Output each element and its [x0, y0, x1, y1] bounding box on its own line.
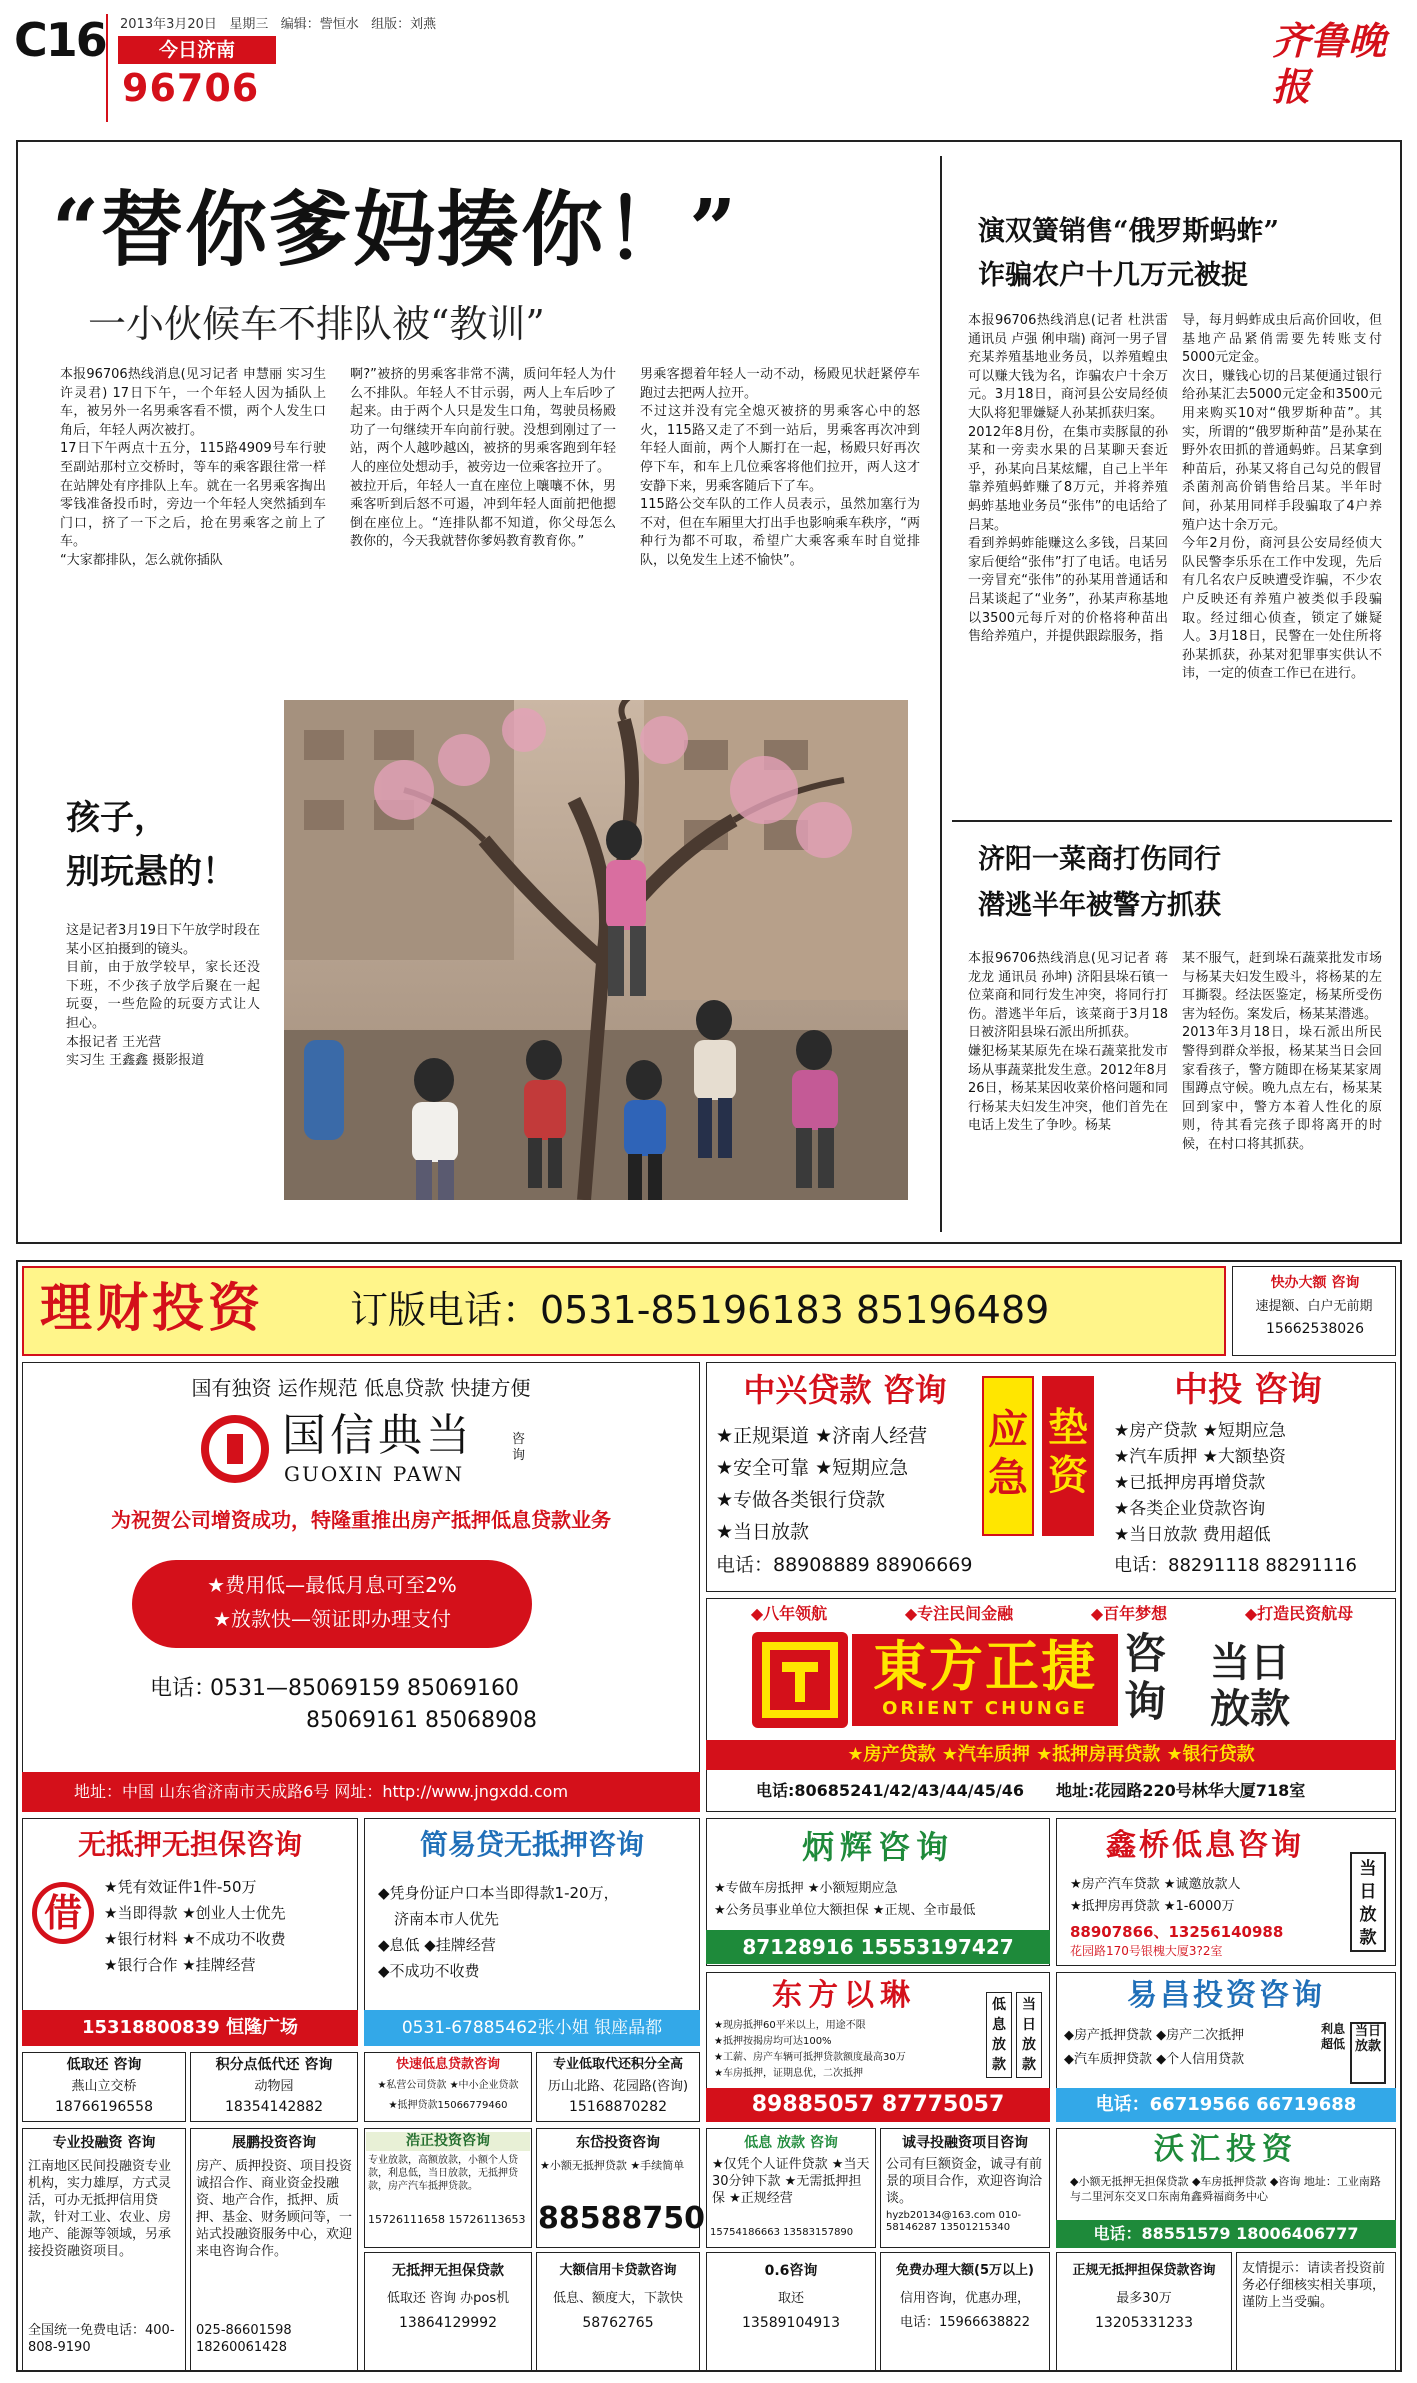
small-ad-3-title: 快速低息贷款咨询 [395, 2057, 500, 2072]
photo-title-1: 孩子， [66, 798, 168, 838]
section-label: 今日济南 [118, 36, 276, 64]
dongfang-name: 東方正捷 [873, 1634, 1097, 1698]
small-ad-c3-l1: 取还 [777, 2291, 804, 2306]
story2-body-col2: 导，每月蚂蚱成虫后高价回收，但基地产品紧俏需要先转账支付5000元定金。 次日，赚钱心切的吕某便通过银行给孙某汇去5000元定金和3500元用来购买10对“俄罗斯种苗”。其实，所谓的“俄罗斯种苗”是孙某在野外农田抓的普通蚂蚱。吕某拿到种苗后，孙某又将自己勾兑的假冒杀菌剂高价销售给吕某。半年时间，孙某用同样手段骗取了4户养殖户达十余万元。 今年2月份，商河县公安局经侦大队民警李乐乐在工作中发现，先后有几名农户反映遭受诈骗，不少农户反映还有养殖户被类似手段骗取。经过细心侦查，锁定了嫌疑人。3月18日，民警在一处住所将孙某抓获，孙某对犯罪事实供认不讳，一定的侦查工作已在进行。 [1182, 313, 1382, 682]
small-ad-b1-title: 专业投融资 咨询 [52, 2135, 156, 2151]
guoxin-slogan: 国有独资 运作规范 低息贷款 快捷方便 [191, 1376, 531, 1400]
story2-title-2: 诈骗农户十几万元被捉 [978, 260, 1248, 291]
xinqiao-item-1: ★房产汽车贷款 ★诚邀放款人 [1070, 1877, 1241, 1892]
zhongtou-item-5: ★当日放款 费用超低 [1114, 1525, 1271, 1545]
small-ad-1-l2: 18766196558 [55, 2099, 153, 2115]
small-ad-b5-phone: 15754186663 13583157890 [710, 2227, 854, 2238]
binghui-item-1: ★专做车房抵押 ★小额短期应急 [714, 1881, 898, 1896]
dongfang-logo [752, 1632, 848, 1728]
zhongtou-item-2: ★汽车质押 ★大额垫资 [1114, 1447, 1286, 1467]
guoxin-phone-2: 85069161 85068908 [306, 1708, 537, 1733]
quick-loan-title: 快办大额 咨询 [1270, 1275, 1360, 1291]
small-ad-b4-title: 东岱投资咨询 [576, 2135, 660, 2151]
story3-body-col2: 某不服气，赶到垛石蔬菜批发市场与杨某夫妇发生殴斗，将杨某的左耳撕裂。经法医鉴定，杨某所受伤害为轻伤。案发后，杨某某潜逃。 2013年3月18日，垛石派出所民警得到群众举报，杨某某当日会回家看孩子，警方随即在杨某某家周围蹲点守候。晚九点左右，杨某某回到家中，警方本着人性化的原则，待其看完孩子即将离开的时候，在村口将其抓获。 [1182, 951, 1382, 1152]
xinqiao-title: 鑫桥低息咨询 [1106, 1828, 1304, 1863]
ad-notice-text: 友情提示：请读者投资前务必仔细核实相关事项，谨防上当受骗。 [1242, 2261, 1386, 2310]
small-ad-c1-title: 无抵押无担保贷款 [392, 2263, 504, 2279]
dongfangyilin-item-1: ★现房抵押60平米以上，用途不限 [714, 2020, 866, 2031]
zhongxing-title: 中兴贷款 咨询 [743, 1371, 947, 1409]
dongfang-top-1: ◆八年领航 [750, 1604, 828, 1623]
dongfang-top-2: ◆专注民间金融 [904, 1604, 1014, 1623]
jianyidai-item-2: 济南本市人优先 [394, 1910, 500, 1928]
wudiya-item-3: ★银行材料 ★不成功不收费 [104, 1930, 286, 1948]
zhongxing-side-1: 应急 [982, 1376, 1034, 1536]
small-ad-c5-l2: 13205331233 [1095, 2315, 1193, 2331]
zhongxing-item-3: ★专做各类银行贷款 [716, 1489, 886, 1511]
small-ad-3-l2: ★抵押贷款15066779460 [388, 2100, 508, 2111]
story3-body-col1: 本报96706热线消息(见习记者 蒋龙龙 通讯员 孙坤) 济阳县垛石镇一位菜商和同行发生冲突，将同行打伤。潜逃半年后，该菜商于3月18日被济阳县垛石派出所抓获。 嫌犯杨某某原先在垛石蔬菜批发市场从事蔬菜批发生意。2012年8月26日，杨某某因收菜价格问题和同行杨某夫妇发生冲突，他们首先在电话上发生了争吵。杨某 [968, 951, 1168, 1134]
dongfangyilin-side-1: 低息放款 [986, 1992, 1012, 2078]
lead-body-col1: 本报96706热线消息(见习记者 申慧丽 实习生 许灵君) 17日下午，一个年轻人因为插队上车，被另外一名男乘客看不惯，两个人发生口角后，年轻人两次被打。 17日下午两点十五分，115路4909号车行驶至副站那村立交桥时，等车的乘客跟往常一样在站牌处有序排队上车。就在一名男乘客掏出零钱准备投币时，旁边一个年轻人突然插到车门口，挤了一下之后，抢在男乘客之前上了车。 “大家都排队，怎么就你插队 [60, 367, 326, 568]
guoxin-promo: 为祝贺公司增资成功，特隆重推出房产抵押低息贷款业务 [111, 1508, 611, 1532]
dongfangyilin-item-3: ★工薪、房产车辆可抵押贷款额度最高30万 [714, 2052, 906, 2063]
guoxin-address-bar: 地址：中国 山东省济南市天成路6号 网址：http://www.jngxdd.com [22, 1772, 700, 1812]
small-ad-c5-title: 正规无抵押担保贷款咨询 [1072, 2263, 1216, 2278]
wudiya-item-4: ★银行合作 ★挂牌经营 [104, 1956, 256, 1974]
banner-phone: 订版电话：0531-85196183 85196489 [350, 1288, 1050, 1332]
photo-title-2: 别玩悬的！ [66, 852, 236, 892]
xinqiao-side: 当日放款 [1350, 1852, 1386, 1952]
page-number: C16 [14, 13, 106, 67]
jianyidai-item-4: ◆不成功不收费 [378, 1962, 480, 1980]
small-ad-b2-title: 展鹏投资咨询 [232, 2135, 316, 2151]
story-divider [952, 820, 1392, 822]
wudiya-item-1: ★凭有效证件1件-50万 [104, 1878, 257, 1896]
banner-title: 理财投资 [40, 1278, 265, 1339]
issue-weekday: 星期三 [229, 17, 269, 32]
small-ad-b1-phone: 全国统一免费电话：400-808-9190 [28, 2323, 175, 2355]
dongfangyilin-item-2: ★抵押按揭房均可达100% [714, 2036, 832, 2047]
zhongtou-item-4: ★各类企业贷款咨询 [1114, 1499, 1266, 1519]
story3-title-1: 济阳一菜商打伤同行 [978, 844, 1221, 875]
small-ad-4-title: 专业低取代还积分全高 [552, 2057, 683, 2072]
dongfang-phone: 电话:80685241/42/43/44/45/46 [756, 1781, 1025, 1800]
small-ad-c2-l1: 低息、额度大，下款快 [552, 2291, 683, 2306]
small-ad-b6-body: 公司有巨额资金，诚寻有前景的项目合作，欢迎咨询洽谈。 [886, 2157, 1043, 2206]
small-ad-c4-title: 免费办理大额(5万以上) [896, 2263, 1034, 2278]
zhongxing-phone: 电话：88908889 88906669 [716, 1554, 973, 1576]
news-photo [284, 700, 908, 1200]
xinqiao-phone: 88907866、13256140988 [1070, 1923, 1284, 1941]
column-divider [940, 156, 942, 1232]
dongfang-top-4: ◆打造民资航母 [1244, 1604, 1354, 1623]
yichang-side-2: 当日放款 [1350, 2022, 1386, 2084]
masthead-logo: 齐鲁晚报 [1272, 18, 1387, 109]
small-ad-b5-title: 低息 放款 咨询 [744, 2135, 838, 2151]
zhongxing-item-4: ★当日放款 [716, 1521, 810, 1543]
wudiya-phone: 15318800839 恒隆广场 [22, 2010, 358, 2046]
dongfang-consult: 咨询 [1124, 1629, 1167, 1726]
small-ad-b1-body: 江南地区民间投融资专业机构，实力雄厚，方式灵活，可办无抵押信用贷款，针对工业、农业、房地产、能源等领域，另承接投资融资项目。 [28, 2159, 172, 2259]
yichang-side-1: 利息超低 [1320, 2022, 1345, 2051]
zhongtou-title: 中投 咨询 [1174, 1370, 1322, 1410]
dongfang-sameday: 当日放款 [1210, 1639, 1290, 1732]
small-ad-4-l1: 历山北路、花园路(咨询) [547, 2079, 689, 2094]
yichang-item-1: ◆房产抵押贷款 ◆房产二次抵押 [1064, 2028, 1245, 2043]
small-ad-b6-phone: hyzb20134@163.com 010-58146287 13501215340 [886, 2210, 1022, 2233]
binghui-phone: 87128916 15553197427 [706, 1930, 1050, 1964]
guoxin-pill-2: ★放款快—领证即办理支付 [213, 1607, 451, 1631]
header-rule [106, 14, 108, 122]
small-ad-c4-l2: 电话：15966638822 [900, 2315, 1030, 2330]
jianyidai-phone: 0531-67885462张小姐 银座晶都 [364, 2010, 700, 2046]
dongfangyilin-title: 东方以琳 [772, 1978, 916, 2013]
small-ad-c2-title: 大额信用卡贷款咨询 [559, 2263, 677, 2278]
binghui-title: 炳辉咨询 [801, 1828, 954, 1866]
issue-date: 2013年3月20日 [120, 17, 217, 32]
small-ad-1-l1: 燕山立交桥 [71, 2079, 137, 2094]
dongfangyilin-side-2: 当日放款 [1016, 1992, 1042, 2078]
small-ad-c1-l1: 低取还 咨询 办pos机 [386, 2291, 510, 2306]
small-ad-b2-phone: 025-86601598 18260061428 [196, 2323, 292, 2355]
small-ad-c3-title: 0.6咨询 [764, 2263, 818, 2279]
small-ad-b4-phone: 88588750 [538, 2201, 705, 2236]
small-ad-c2-l2: 58762765 [582, 2315, 654, 2331]
small-ad-c4-l1: 信用咨询，优惠办理， [899, 2291, 1030, 2306]
zhongtou-item-3: ★已抵押房再增贷款 [1114, 1473, 1266, 1493]
small-ad-b7-phone: 电话：88551579 18006406777 [1056, 2220, 1396, 2248]
small-ad-b6-title: 诚寻投融资项目咨询 [902, 2135, 1028, 2151]
lead-body-col2: 啊?”被挤的男乘客非常不满，质问年轻人为什么不排队。年轻人不甘示弱，两人上车后吵了起来。由于两个人只是发生口角，驾驶员杨殿功了一句继续开车向前行驶。没想到刚过了一站，两个人越吵越凶，被挤的男乘客跑到年轻人的座位处想动手，被旁边一位乘客拉开了。 被拉开后，年轻人一直在座位上嚷嚷不休，男乘客听到后怒不可遏，冲到年轻人面前把他摁倒在座位上。“连排队都不知道，你父母怎么教你的，今天我就替你爹妈教育教育你。” [350, 367, 616, 550]
lead-subhead: 一小伙候车不排队被“教训” [88, 302, 545, 346]
lead-headline: “替你爹妈揍你！” [52, 182, 739, 278]
small-ad-b5-body: ★仅凭个人证件贷款 ★当天30分钟下款 ★无需抵押担保 ★正规经营 [712, 2157, 870, 2206]
small-ad-b7-title: 沃汇投资 [1154, 2132, 1298, 2167]
zhongtou-item-1: ★房产贷款 ★短期应急 [1114, 1421, 1286, 1441]
small-ad-b3-phone: 15726111658 15726113653 [368, 2213, 526, 2226]
story3-title-2: 潜逃半年被警方抓获 [978, 890, 1221, 921]
small-ad-c1-l2: 13864129992 [399, 2315, 497, 2331]
story2-title-1: 演双簧销售“俄罗斯蚂蚱” [978, 216, 1280, 247]
xinqiao-address: 花园路170号银槐大厦3?2室 [1070, 1944, 1223, 1958]
wudiya-item-2: ★当即得款 ★创业人士优先 [104, 1904, 286, 1922]
zhongxing-side-2: 垫资 [1042, 1376, 1094, 1536]
wudiya-title: 无抵押无担保咨询 [77, 1828, 302, 1861]
small-ad-b4-body: ★小额无抵押贷款 ★手续简单 [540, 2159, 685, 2172]
dongfang-services: ★房产贷款 ★汽车质押 ★抵押房再贷款 ★银行贷款 [706, 1740, 1396, 1770]
small-ad-2-title: 积分点低代还 咨询 [215, 2057, 333, 2073]
dongfangyilin-phone: 89885057 87775057 [706, 2088, 1050, 2122]
zhongxing-item-2: ★安全可靠 ★短期应急 [716, 1457, 909, 1479]
zhongtou-phone: 电话：88291118 88291116 [1114, 1555, 1357, 1576]
jianyidai-title: 简易贷无抵押咨询 [419, 1828, 644, 1861]
dongfang-name-en: ORIENT CHUNGE [882, 1698, 1088, 1719]
guoxin-name: 国信典当 [282, 1410, 474, 1461]
guoxin-logo [200, 1414, 270, 1484]
small-ad-c5-l1: 最多30万 [1116, 2291, 1172, 2306]
editor: 编辑：訾恒水 [280, 17, 359, 32]
guoxin-name-en: GUOXIN PAWN [284, 1462, 465, 1486]
guoxin-pill-1: ★费用低—最低月息可至2% [207, 1573, 457, 1597]
guoxin-phone-label: 电话： [150, 1676, 217, 1701]
small-ad-3-l1: ★私营公司贷款 ★中小企业贷款 [377, 2080, 519, 2091]
dongfang-top-3: ◆百年梦想 [1090, 1604, 1168, 1623]
small-ad-2-l1: 动物园 [254, 2079, 294, 2094]
guoxin-phone-1: 0531—85069159 85069160 [210, 1676, 519, 1701]
small-ad-b3-title: 浩正投资咨询 [366, 2132, 530, 2151]
binghui-item-2: ★公务员事业单位大额担保 ★正规、全市最低 [714, 1903, 976, 1918]
small-ad-c3-l2: 13589104913 [742, 2315, 840, 2331]
jianyidai-item-3: ◆息低 ◆挂牌经营 [378, 1936, 496, 1954]
story2-body-col1: 本报96706热线消息(记者 杜洪雷 通讯员 卢强 俐申瑞) 商河一男子冒充某养殖基地业务员，以养殖蝗虫可以赚大钱为名，诈骗农户十余万元。3月18日，商河县公安局经侦大队将犯罪嫌疑人孙某抓获归案。 2012年8月份，在集市卖豚鼠的孙某和一旁卖水果的吕某聊天套近乎，孙某向吕某炫耀，自己上半年靠养殖蚂蚱赚了8万元，并将养殖蚂蚱基地业务员“张伟”的电话给了吕某。 看到养蚂蚱能赚这么多钱，吕某回家后便给“张伟”打了电话。电话另一旁冒充“张伟”的孙某用普通话和吕某谈起了“业务”，孙某声称基地以3500元每斤对的价格将种苗出售给养殖户，并提供跟踪服务，指 [968, 313, 1168, 645]
quick-loan-line: 速提额、白户无前期 [1255, 1299, 1373, 1314]
hotline-number: 96706 [122, 66, 260, 110]
quick-loan-phone: 15662538026 [1266, 1321, 1364, 1337]
photo-caption: 这是记者3月19日下午放学时段在某小区拍摄到的镜头。 目前，由于放学较早，家长还没下班，不少孩子放学后聚在一起玩耍，一些危险的玩耍方式让人担心。 本报记者 王光营 实习生 王鑫鑫 摄影报道 [66, 923, 260, 1069]
yichang-item-2: ◆汽车质押贷款 ◆个人信用贷款 [1064, 2052, 1245, 2067]
small-ad-4-l2: 15168870282 [569, 2099, 667, 2115]
layout-editor: 组版：刘燕 [371, 17, 437, 32]
yichang-title: 易昌投资咨询 [1127, 1978, 1325, 2013]
small-ad-b3-body: 专业放款，高额放款，小额个人贷款，利息低，当日放款，无抵押贷款，房产汽车抵押贷款。 [368, 2155, 518, 2192]
jianyidai-item-1: ◆凭身份证户口本当即得款1-20万， [378, 1884, 619, 1902]
small-ad-2-l2: 18354142882 [225, 2099, 323, 2115]
yichang-phone: 电话：66719566 66719688 [1056, 2088, 1396, 2122]
guoxin-consult: 咨询 [512, 1432, 526, 1463]
dongfangyilin-item-4: ★车房抵押，证期息优，二次抵押 [714, 2068, 863, 2079]
small-ad-1-title: 低取还 咨询 [66, 2057, 142, 2073]
dongfang-address: 地址:花园路220号林华大厦718室 [1056, 1781, 1306, 1800]
small-ad-b2-body: 房产、质押投资、项目投资诚招合作、商业资金投融资、地产合作，抵押、质押、基金、财务顾问等，一站式投融资服务中心，欢迎来电咨询合作。 [196, 2159, 352, 2259]
small-ad-b7-body: ◆小额无抵押无担保贷款 ◆车房抵押贷款 ◆咨询 地址：工业南路与二里河东交叉口东南角鑫舜福商务中心 [1070, 2175, 1381, 2203]
wudiya-glyph: 借 [43, 1890, 82, 1935]
xinqiao-item-2: ★抵押房再贷款 ★1-6000万 [1070, 1899, 1235, 1914]
lead-body-col3: 男乘客摁着年轻人一动不动，杨殿见状赶紧停车跑过去把两人拉开。 不过这并没有完全熄灭被挤的男乘客心中的怒火，115路又走了不到一站后，男乘客再次冲到年轻人面前，两个人厮打在一起，杨殿只好再次停下车，和车上几位乘客将他们拉开，两人这才安静下来，男乘客随后下了车。 115路公交车队的工作人员表示，虽然加塞行为不对，但在车厢里大打出手也影响乘车秩序，“两种行为都不可取，希望广大乘客乘车时自觉排队，以免发生上述不愉快”。 [640, 367, 920, 568]
zhongxing-item-1: ★正规渠道 ★济南人经营 [716, 1425, 928, 1447]
